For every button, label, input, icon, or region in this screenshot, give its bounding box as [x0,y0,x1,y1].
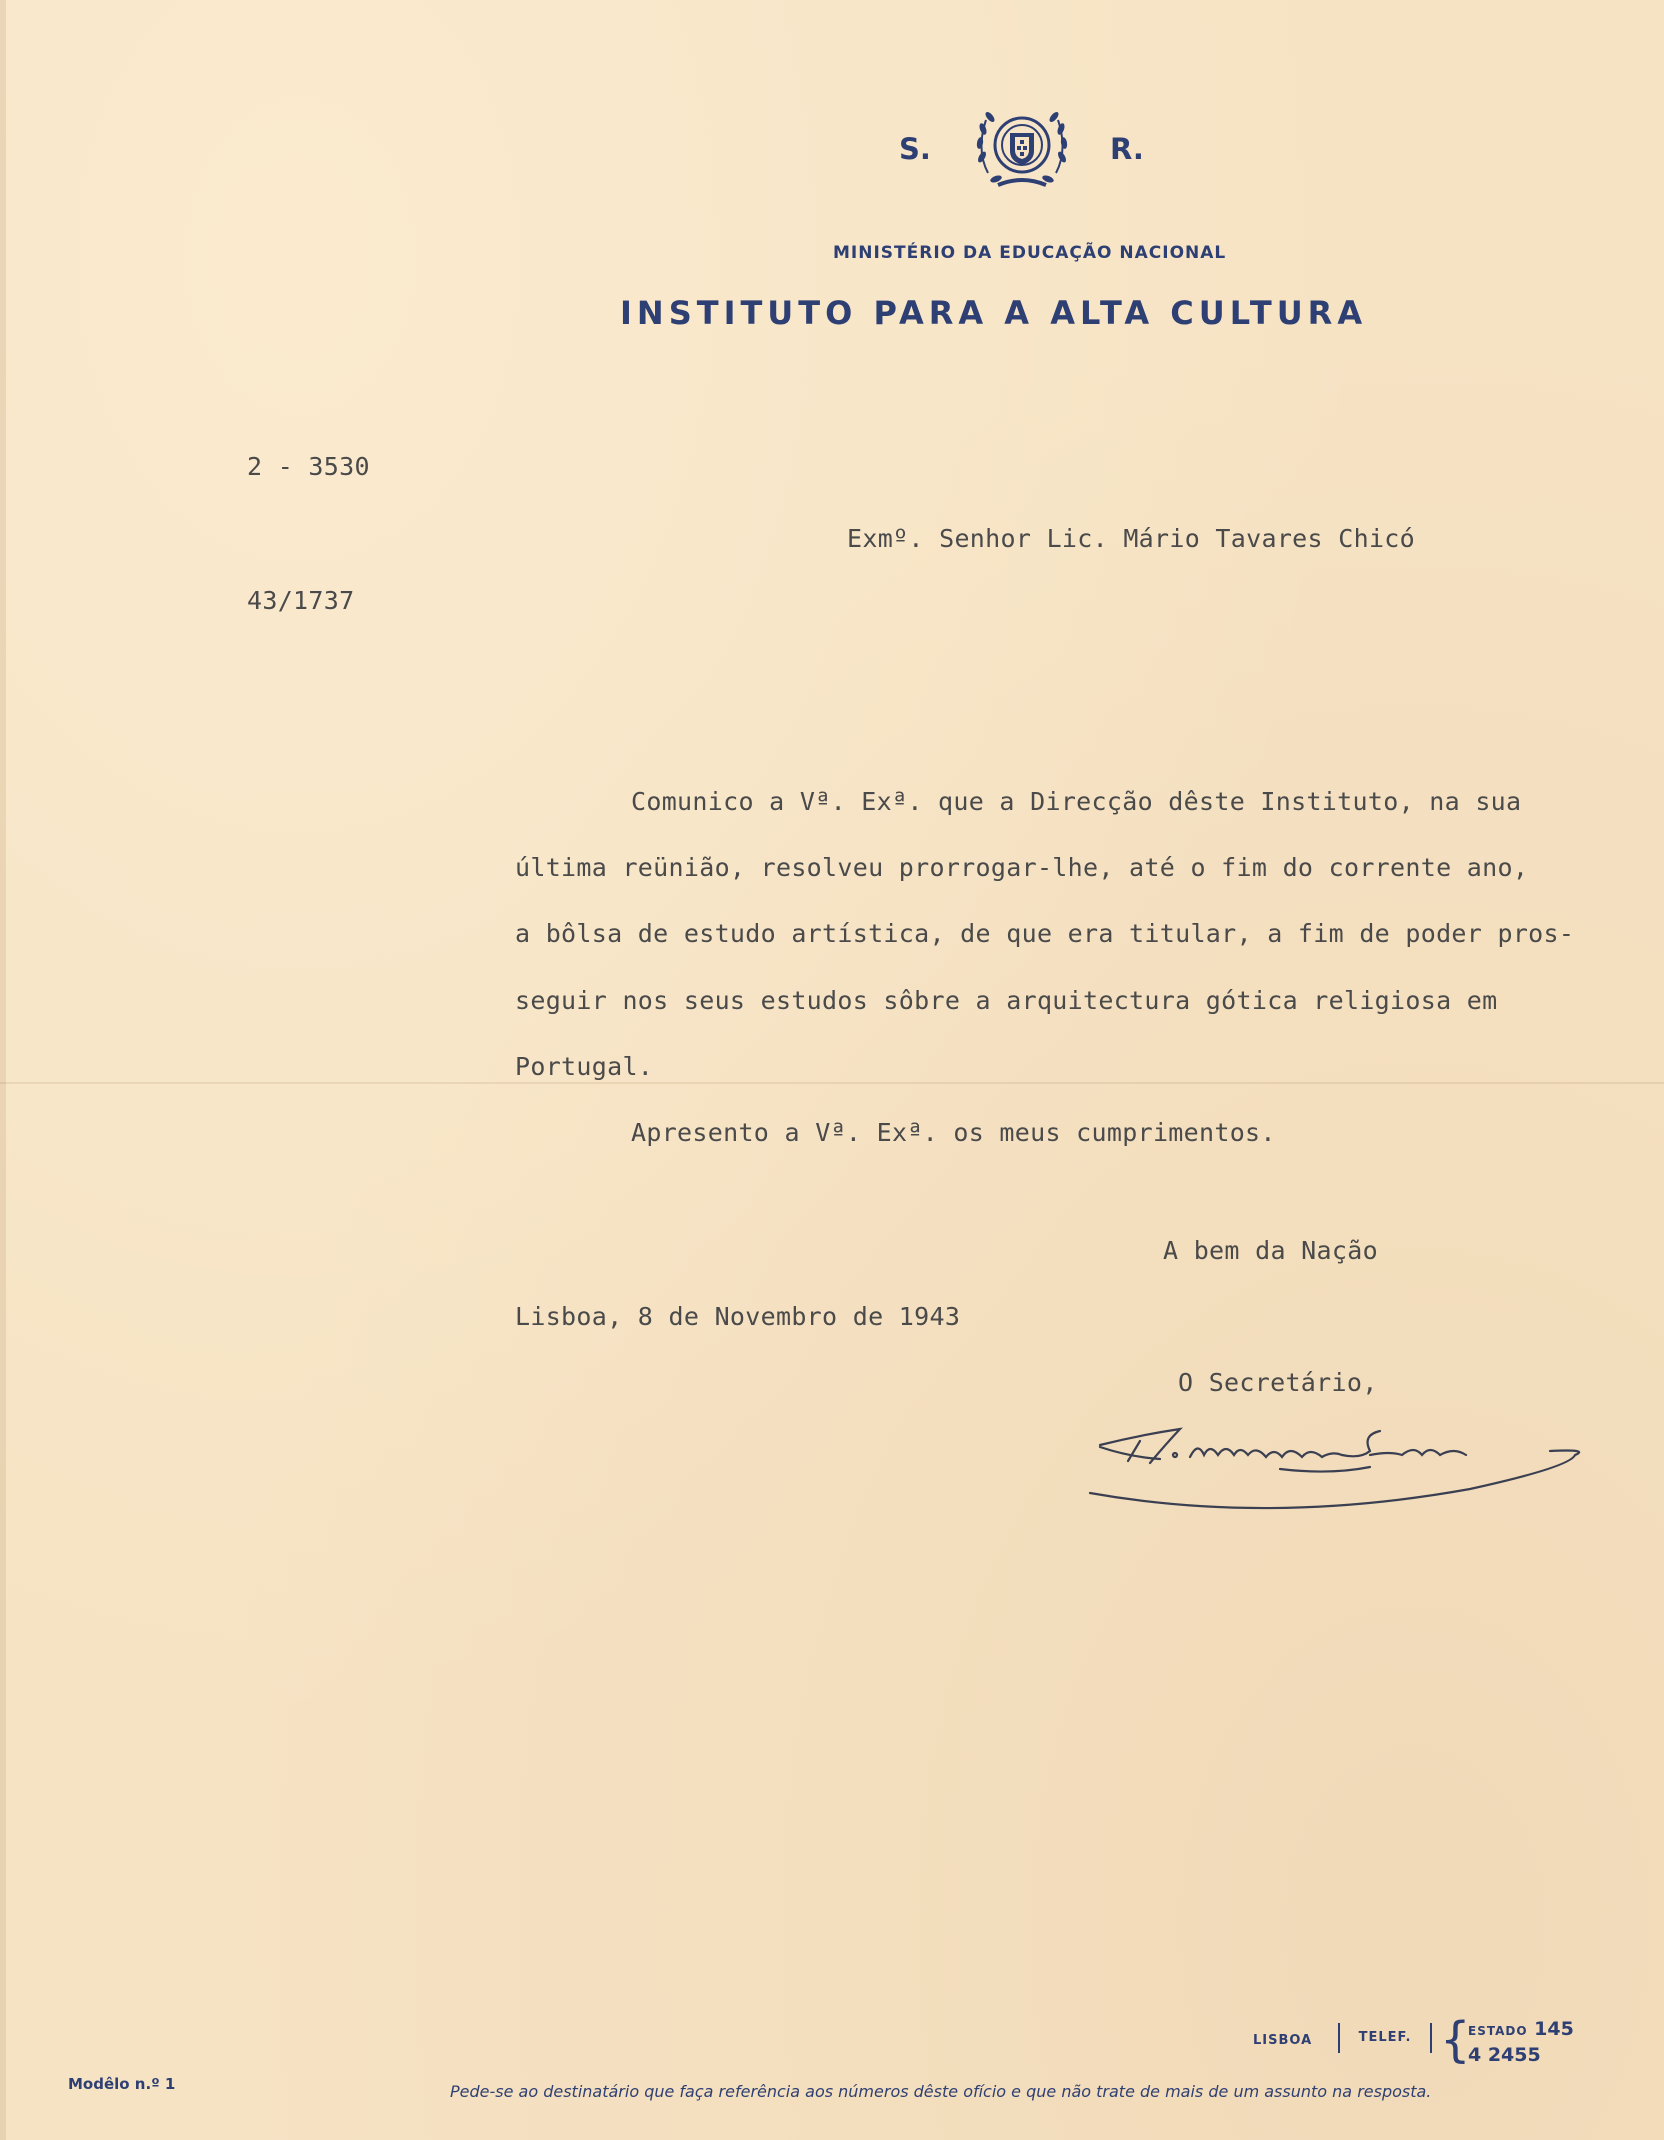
place-and-date: Lisboa, 8 de Novembro de 1943 [515,1302,961,1331]
reference-number-2: 43/1737 [247,586,355,615]
closing-line: Apresento a Vª. Exª. os meus cumprimentos. [631,1118,1276,1147]
paper-fold-line [0,1082,1664,1084]
footer-city: LISBOA [1253,2033,1313,2048]
body-line-3: a bôlsa de estudo artística, de que era titular, a fim de poder pros- [515,919,1575,948]
estado-label: ESTADO [1468,2024,1528,2038]
body-line-4: seguir nos seus estudos sôbre a arquitectura gótica religiosa em [515,986,1498,1015]
estado-number: 145 [1534,2018,1574,2040]
letterhead-initial-r: R. [1110,132,1144,166]
body-line-1: Comunico a Vª. Exª. que a Direcção dêste Instituto, na sua [631,787,1522,816]
handwritten-signature [1070,1415,1590,1525]
addressee-line: Exmº. Senhor Lic. Mário Tavares Chicó [847,524,1415,553]
salutation: A bem da Nação [1163,1236,1378,1265]
form-model-number: Modêlo n.º 1 [68,2075,176,2093]
reference-number-1: 2 - 3530 [247,452,370,481]
signatory-role: O Secretário, [1178,1368,1378,1397]
body-line-2: última reünião, resolveu prorrogar-lhe, até o fim do corrente ano, [515,853,1529,882]
body-line-5: Portugal. [515,1052,654,1081]
ministry-name: MINISTÉRIO DA EDUCAÇÃO NACIONAL [833,243,1227,263]
footer-notice: Pede-se ao destinatário que faça referência aos números dêste ofício e que não trate de mais de um assunto na resposta. [450,2082,1432,2101]
paper-edge [0,0,6,2140]
letterhead-initial-s: S. [899,132,931,166]
phone-brace: { [1440,2012,1471,2068]
telephone-label: TELEF. [1338,2023,1432,2053]
phone-number: 4 2455 [1468,2044,1541,2066]
coat-of-arms-seal-icon [968,95,1076,195]
estado-line [1468,2018,1574,2040]
institute-name: INSTITUTO PARA A ALTA CULTURA [620,294,1368,332]
